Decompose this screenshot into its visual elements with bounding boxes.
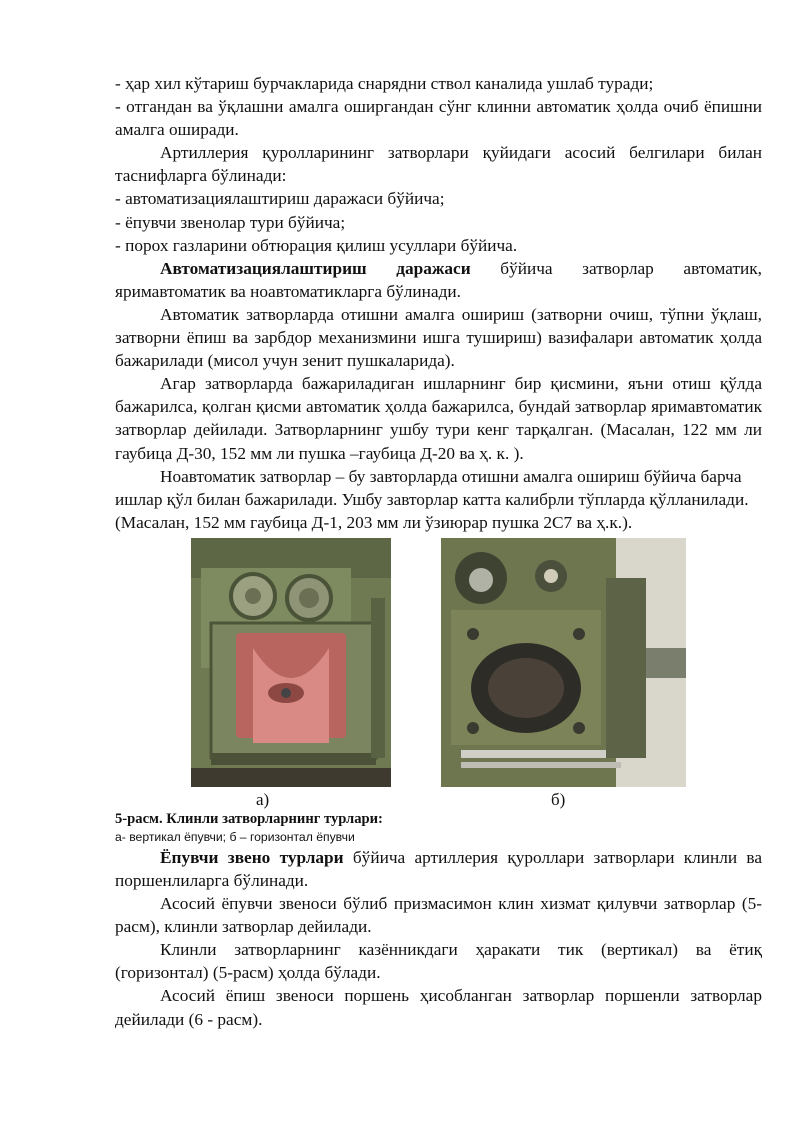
automation-text: бўйича затворлар автоматик, яримавтоматик ва ноавтоматикларга бўлинади. <box>115 258 762 301</box>
document-page <box>115 72 762 1031</box>
closing-unit-text: бўйича артиллерия қуроллари затворлари клинли ва поршенлиларга бўлинади. <box>115 847 762 890</box>
closing-unit-paragraph <box>115 846 762 892</box>
piston-definition-paragraph: Асосий ёпиш звеноси поршень ҳисобланган затворлар поршенли затворлар дейилади (6 - расм). <box>115 986 762 1029</box>
automatic-paragraph: Автоматик затворларда отишни амалга ошириш (затворни очиш, тўпни ўқлаш, затворни ёпиш ва зарбдор механизмини ишга тушириш) вазифалари автоматик ҳолда бажарилади (мисол учун зенит пушкаларида). <box>115 304 762 371</box>
bullet-line-1: - ҳар хил кўтариш бурчакларида снарядни ствол каналида ушлаб туради; <box>115 74 654 93</box>
nonautomatic-paragraph: Ноавтоматик затворлар – бу завторларда отишни амалга ошириш бўйича барча ишлар қўл билан бажарилади. Ушбу завторлар катта калибрли тўпларда қўлланилади.(Масалан, 152 мм гаубица Д-1, 203 мм ли ўзиюрар пушка 2С7 ва ҳ.к.). <box>115 466 749 532</box>
vertical-wedge-breech-photo <box>191 538 391 787</box>
figure-label-a: а) <box>256 789 270 809</box>
semiautomatic-paragraph: Агар затворларда бажариладиган ишларнинг бир қисмини, яъни отиш қўлда бажарилса, қолган қисми автоматик ҳолда бажарилса, бундай затворлар яримавтоматик затворлар дейилади. Затворларнинг ушбу тури кенг тарқалган. (Масалан, 122 мм ли гаубица Д-30, 152 мм ли пушка –гаубица Д-20 ва ҳ. к. ). <box>115 374 762 463</box>
classification-intro: Артиллерия қуролларининг затворлари қуйидаги асосий белгилари билан таснифларга бўлинади: <box>115 143 762 186</box>
figure-label-b: б) <box>551 789 566 809</box>
figure-caption: 5-расм. Клинли затворларнинг турлари: <box>115 810 383 827</box>
classification-item-1: - автоматизациялаштириш даражаси бўйича; <box>115 189 445 209</box>
figure-subcaption: а- вертикал ёпувчи; б – горизонтал ёпувчи <box>115 829 355 844</box>
bullet-line-2: - отгандан ва ўқлашни амалга оширгандан сўнг клинни автоматик ҳолда очиб ёпишни амалга оширади. <box>115 97 762 140</box>
horizontal-wedge-breech-photo <box>441 538 686 787</box>
classification-item-3: - порох газларини обтюрация қилиш усуллари бўйича. <box>115 235 518 255</box>
classification-item-2: - ёпувчи звенолар тури бўйича; <box>115 212 346 232</box>
wedge-motion-paragraph: Клинли затворларнинг казённикдаги ҳаракати тик (вертикал) ва ётиқ (горизонтал) (5-расм) ҳолда бўлади. <box>115 940 762 983</box>
closing-unit-term: Ёпувчи звено турлари <box>160 847 344 867</box>
wedge-definition-paragraph: Асосий ёпувчи звеноси бўлиб призмасимон клин хизмат қилувчи затворлар (5-расм), клинли затворлар дейилади. <box>115 894 762 937</box>
automation-term: Автоматизациялаштириш даражаси <box>160 258 471 278</box>
figure-5 <box>115 538 762 810</box>
automation-paragraph <box>115 257 762 303</box>
